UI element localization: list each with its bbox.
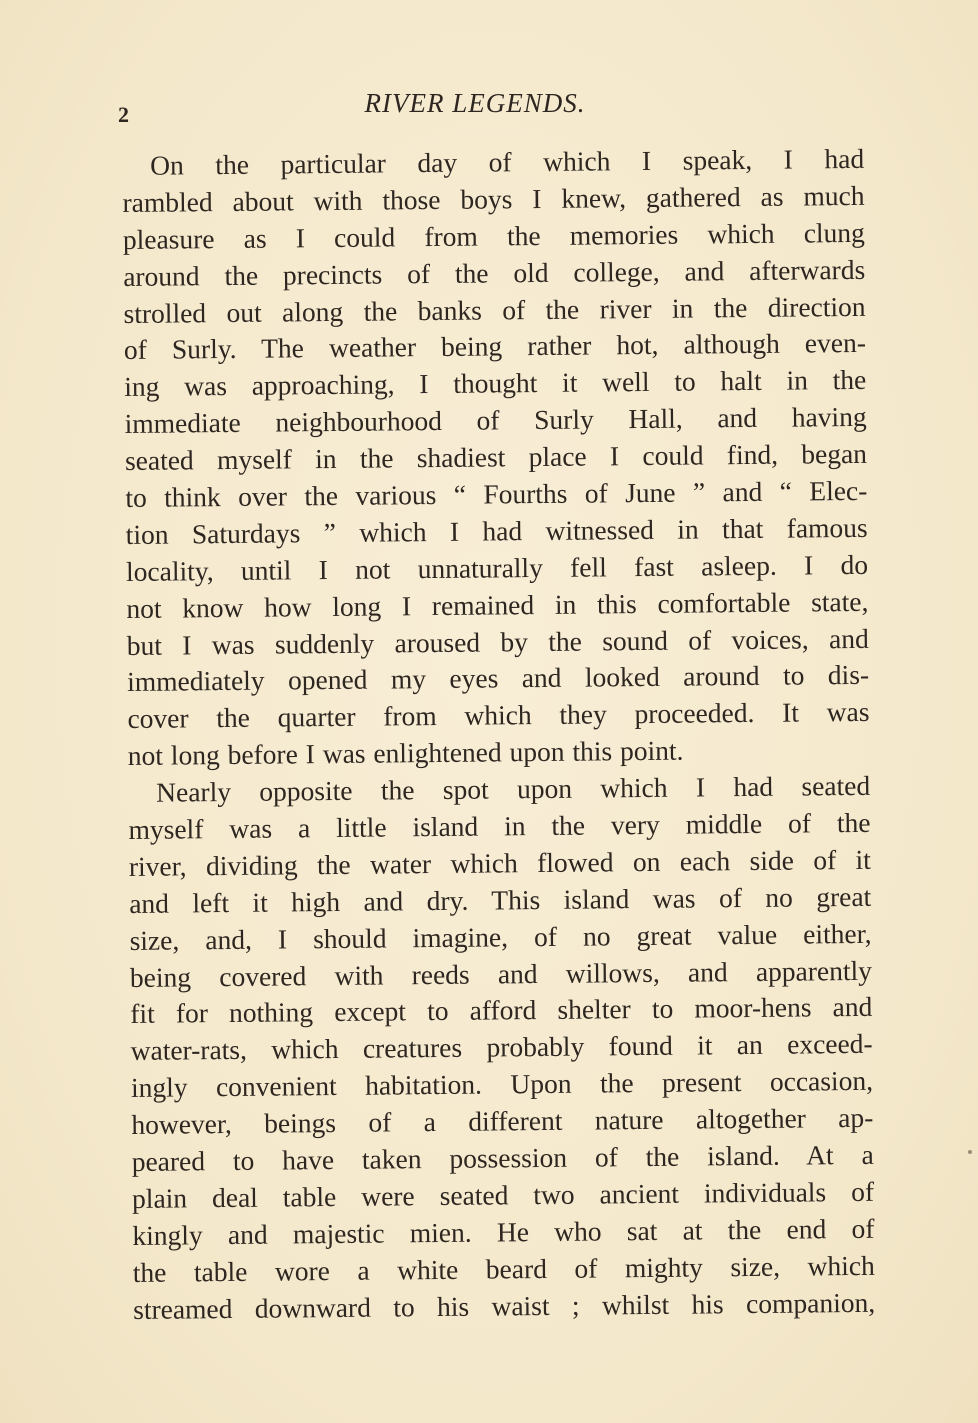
text-line: rambled about with those boys I knew, gathered as much: [122, 179, 865, 218]
text-line: fit for nothing except to afford shelter to moor-hens and: [130, 991, 873, 1030]
text-line: locality, until I not unnaturally fell fast asleep. I do: [125, 548, 869, 587]
text-line: but I was suddenly aroused by the sound of voices, and: [126, 622, 869, 661]
text-line: and left it high and dry. This island was of no great: [129, 880, 872, 919]
text-line: immediately opened my eyes and looked around to dis-: [126, 659, 870, 698]
text-line: however, beings of a different nature altogether ap-: [131, 1101, 874, 1141]
text-line: kingly and majestic mien. He who sat at the end of: [132, 1212, 875, 1251]
text-line: ingly convenient habitation. Upon the present occasion,: [130, 1065, 874, 1104]
text-line: not long before I was enlightened upon this point.: [127, 734, 684, 772]
text-line: strolled out along the banks of the river in the direction: [123, 290, 866, 329]
page-number: 2: [118, 102, 129, 127]
text-line: water-rats, which creatures probably found it an exceed-: [130, 1028, 873, 1067]
text-line: of Surly. The weather being rather hot, although even-: [123, 327, 867, 366]
text-line: myself was a little island in the very middle of the: [128, 806, 871, 845]
text-line: Nearly opposite the spot upon which I had seated: [156, 769, 871, 808]
text-line: being covered with reeds and willows, and apparently: [129, 954, 873, 993]
text-line: tion Saturdays ” which I had witnessed in that famous: [125, 511, 868, 550]
text-line: plain deal table were seated two ancient individuals of: [131, 1175, 875, 1214]
paper-speck: [968, 1150, 972, 1154]
text-line: seated myself in the shadiest place I could find, began: [124, 437, 868, 477]
text-line: river, dividing the water which flowed on each side of it: [128, 843, 872, 882]
text-line: not know how long I remained in this comfortable state,: [126, 585, 869, 624]
body-text: [122, 141, 875, 1329]
text-line: around the precincts of the old college, and afterwards: [123, 253, 866, 292]
text-line: the table wore a white beard of mighty size, which: [132, 1249, 875, 1288]
paragraph-1: [122, 141, 870, 775]
text-line: to think over the various “ Fourths of June ” and “ Elec-: [125, 474, 868, 513]
text-line: cover the quarter from which they proceeded. It was: [127, 696, 870, 735]
text-line: On the particular day of which I speak, I had: [150, 142, 865, 181]
paragraph-2: [128, 768, 875, 1328]
text-line: streamed downward to his waist ; whilst his companion,: [132, 1286, 876, 1325]
text-line: ing was approaching, I thought it well to halt in the: [124, 364, 867, 403]
text-line: peared to have taken possession of the island. At a: [131, 1138, 874, 1177]
text-line: immediate neighbourhood of Surly Hall, and having: [124, 401, 867, 440]
text-line: size, and, I should imagine, of no great value either,: [129, 917, 872, 956]
running-title: RIVER LEGENDS.: [364, 88, 586, 118]
text-line: pleasure as I could from the memories which clung: [122, 216, 865, 255]
